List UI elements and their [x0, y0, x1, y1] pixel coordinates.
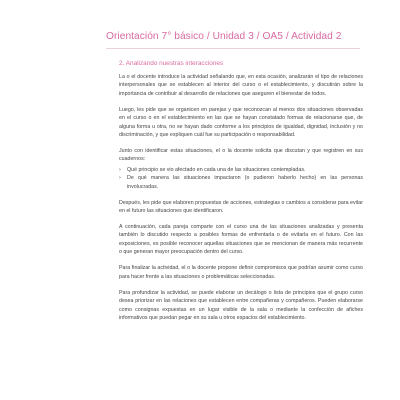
paragraph-register: Junto con identificar estas situaciones, el o la docente solicita que discutan y que registren en sus cuadernos:: [119, 148, 363, 163]
paragraph-intro: La o el docente introduce la actividad señalando que, en esta ocasión, analizarán el tipo de relaciones interpersonales que se establecen al interior del curso o el establecimiento, y discutirán sobre la importancia de contribuir al desarrollo de relaciones que aseguren el bienestar de todos.: [119, 74, 363, 97]
question-list: [119, 166, 363, 191]
paragraph-commitments: Para finalizar la actividad, el o la docente propone definir compromisos que podrían asumir como curso para hacer frente a las situaciones o problemáticas seleccionadas.: [119, 265, 363, 280]
list-item: [119, 166, 363, 174]
bullet-icon: ›: [119, 175, 121, 182]
paragraph-sharing: A continuación, cada pareja comparte con el curso una de las situaciones analizadas y presenta también lo discutido respecto a posibles formas de enfrentarla o de evitarla en el futuro. Con las exposiciones, es posible reconocer aquellas situaciones que se mencionan de manera más recurrente o que generan mayor preocupación dentro del curso.: [119, 224, 363, 256]
section-title: 2. Analizando nuestras interacciones: [119, 60, 224, 67]
paragraph-pairs: Luego, les pide que se organicen en parejas y que reconozcan al menos dos situaciones observadas en el curso o en el establecimiento en las que se hayan constatado formas de relacionarse que, de alguna forma u otra, no se hayan dado conforme a los principios de igualdad, dignidad, inclusión y no discriminación, y que expliquen cuál fue su participación o responsabilidad.: [119, 106, 363, 139]
list-item-text: De qué manera las situaciones impactaron (o pudieron haberlo hecho) en las personas involucradas.: [127, 175, 363, 190]
bullet-icon: ›: [119, 166, 121, 173]
paragraph-proposals: Después, les pide que elaboren propuestas de acciones, estrategias o cambios a considerar para evitar en el futuro las situaciones que identificaron.: [119, 199, 363, 215]
page-header-title: Orientación 7° básico / Unidad 3 / OA5 / Actividad 2: [106, 31, 342, 42]
list-item-text: Qué principio se vio afectado en cada una de las situaciones contempladas.: [127, 166, 306, 173]
list-item: [119, 174, 363, 191]
paragraph-deepen: Para profundizar la actividad, se puede elaborar un decálogo o lista de principios que el grupo curso desea priorizar en las relaciones que establecen entre compañeras y compañeros. Pueden elaborarse como consignas expuestas en un lugar visible de la sala o mediante la confección de afiches informativos que puedan pegar en su sala u otros espacios del establecimiento.: [119, 289, 363, 321]
header-divider: [106, 48, 360, 49]
document-body: [119, 73, 363, 330]
